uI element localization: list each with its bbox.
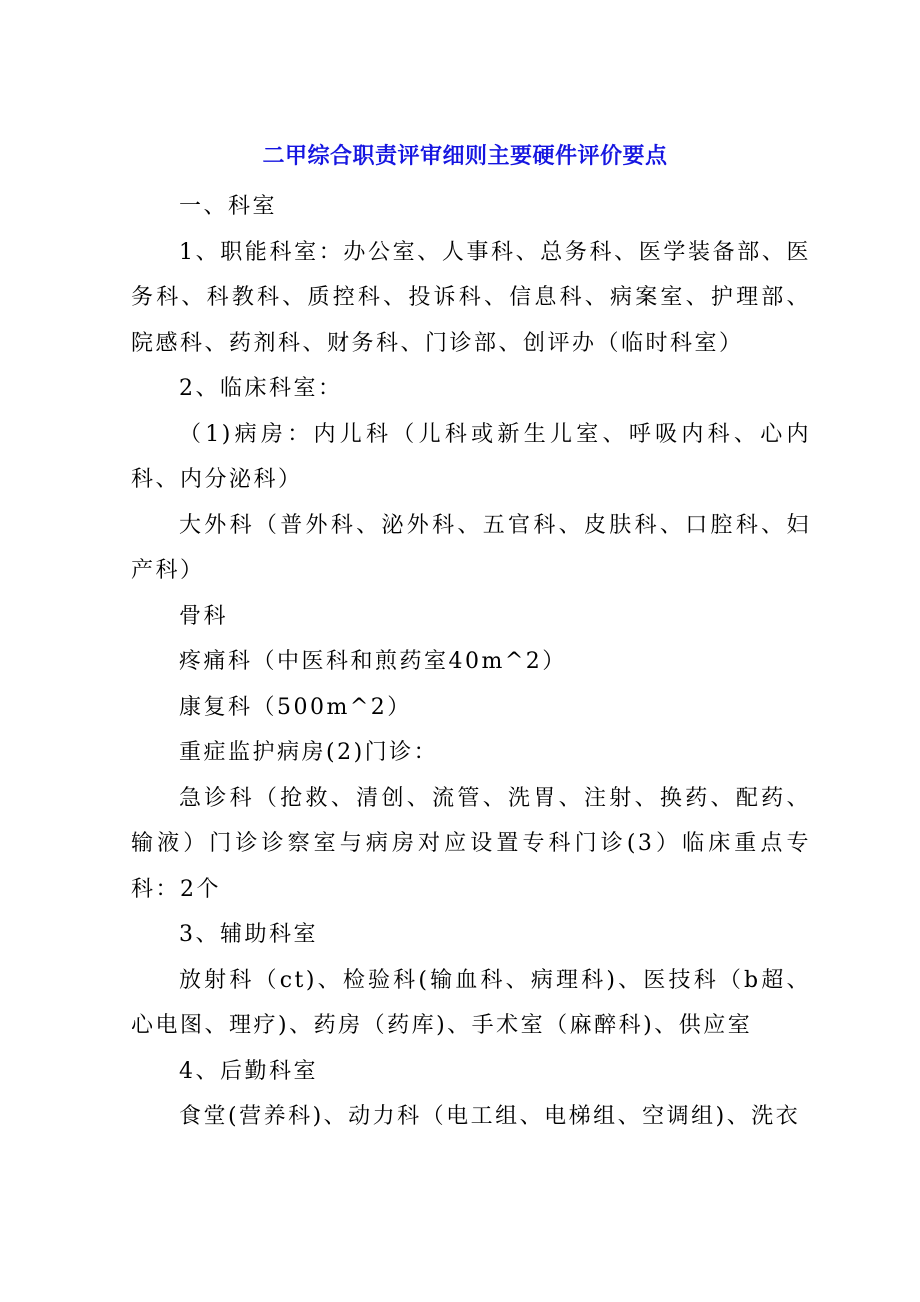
paragraph-pain-clinic: 疼痛科（中医科和煎药室40m^2） <box>179 649 567 674</box>
paragraph-orthopedics: 骨科 <box>179 603 229 629</box>
paragraph-logistics-list: 食堂(营养科)、动力科（电工组、电梯组、空调组)、洗衣 <box>179 1104 801 1129</box>
document-title: 二甲综合职责评审细则主要硬件评价要点 <box>262 144 668 169</box>
paragraph-emergency: 急诊科（抢救、清创、流管、洗胃、注射、换药、配药、输液）门诊诊察室与病房对应设置专科门诊(3）临床重点专科：2个 <box>131 785 811 902</box>
paragraph-clinical-departments: 2、临床科室： <box>179 376 343 401</box>
document-body <box>131 184 811 1140</box>
paragraph-surgery: 大外科（普外科、泌外科、五官科、皮肤科、口腔科、妇产科） <box>131 512 811 583</box>
paragraph-wards-internal: （1)病房：内儿科（儿科或新生儿室、呼吸内科、心内科、内分泌科） <box>131 421 811 492</box>
paragraph-logistics-departments: 4、后勤科室 <box>179 1058 318 1084</box>
paragraph-auxiliary-departments: 3、辅助科室 <box>179 922 318 947</box>
paragraph-icu-outpatient: 重症监护病房(2)门诊： <box>179 740 439 765</box>
paragraph-functional-departments: 1、职能科室：办公室、人事科、总务科、医学装备部、医务科、科教科、质控科、投诉科、信息科、病案室、护理部、院感科、药剂科、财务科、门诊部、创评办（临时科室） <box>131 239 811 356</box>
paragraph-section-departments: 一、科室 <box>179 194 278 219</box>
paragraph-auxiliary-list: 放射科（ct)、检验科(输血科、病理科)、医技科（b超、心电图、理疗)、药房（药库)、手术室（麻醉科)、供应室 <box>131 967 811 1038</box>
paragraph-rehabilitation: 康复科（500m^2） <box>179 694 412 720</box>
